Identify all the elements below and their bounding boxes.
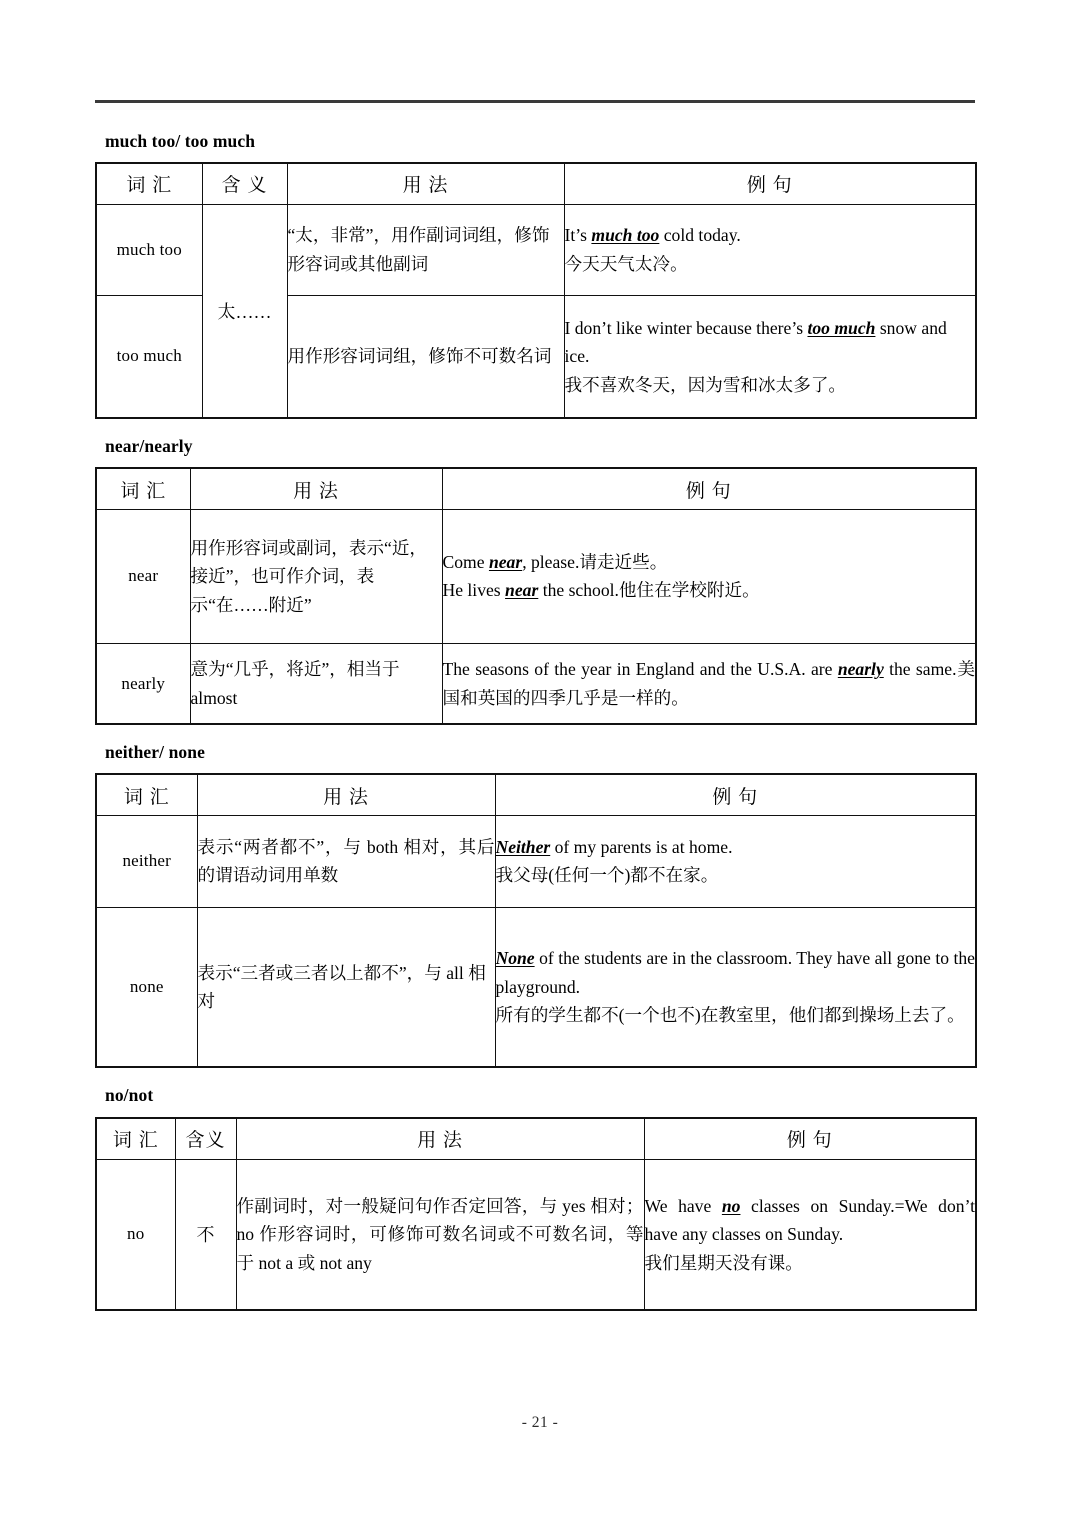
example-line <box>443 548 976 577</box>
example-cell <box>564 204 976 295</box>
column-header-word: 词 汇 <box>96 468 190 509</box>
example-line <box>645 1192 976 1249</box>
example-text: classes on Sunday.=We don’t have any classes on Sunday. <box>644 1195 976 1244</box>
table-row <box>96 815 976 907</box>
word-cell: near <box>96 509 190 643</box>
example-line-translation: 我父母(任何一个)都不在家。 <box>495 865 719 886</box>
column-header-usage: 用 法 <box>190 468 442 509</box>
example-highlight: Neither <box>495 836 551 857</box>
column-header-example: 例 句 <box>644 1118 976 1160</box>
example-text: the same.美国和英国的四季几乎是一样的。 <box>442 659 975 708</box>
column-header-usage: 用 法 <box>197 774 495 815</box>
example-line <box>443 576 976 605</box>
example-cell <box>495 907 976 1067</box>
example-text: of my parents is at home. <box>550 836 733 857</box>
table-header-row <box>96 774 976 815</box>
example-line <box>565 314 976 371</box>
column-header-word: 词 汇 <box>96 1118 175 1160</box>
example-cell <box>442 643 976 724</box>
example-text: We have <box>644 1195 722 1216</box>
table-much-too <box>95 162 977 419</box>
example-text: Come <box>442 551 489 572</box>
example-text: It’s <box>564 225 592 246</box>
section-title-neither: neither/ none <box>105 742 205 763</box>
example-highlight: no <box>721 1195 741 1216</box>
page-number: - 21 - <box>521 1414 559 1431</box>
example-text: of the students are in the classroom. They have all gone to the playground. <box>495 948 975 997</box>
table-header-row <box>96 163 976 204</box>
section-title-much-too: much too/ too much <box>105 131 256 151</box>
example-cell <box>644 1160 976 1310</box>
example-line <box>496 944 976 1001</box>
column-header-meaning: 含义 <box>175 1118 236 1160</box>
word-cell: nearly <box>96 643 190 724</box>
meaning-cell: 太…… <box>202 204 287 418</box>
section-title-near: near/nearly <box>105 436 193 457</box>
example-text: The seasons of the year in England and the U.S.A. are <box>442 659 838 679</box>
column-header-example: 例 句 <box>564 163 976 204</box>
table-neither <box>95 773 977 1068</box>
example-highlight: near <box>488 551 523 572</box>
example-highlight: too much <box>807 317 876 338</box>
meaning-cell: 不 <box>175 1160 236 1310</box>
table-row <box>96 643 976 724</box>
example-text: He lives <box>442 580 506 601</box>
example-text: cold today. <box>659 225 741 246</box>
column-header-usage: 用 法 <box>236 1118 644 1160</box>
column-header-example: 例 句 <box>495 774 976 815</box>
example-cell <box>495 815 976 907</box>
example-text: snow and ice. <box>564 317 947 367</box>
example-highlight: near <box>505 580 539 601</box>
table-row <box>96 1160 976 1310</box>
example-text: , please.请走近些。 <box>522 551 668 572</box>
example-highlight: much too <box>591 225 660 246</box>
usage-cell: “太，非常”，用作副词词组，修饰形容词或其他副词 <box>287 204 564 295</box>
column-header-word: 词 汇 <box>96 163 202 204</box>
table-near <box>95 467 977 725</box>
column-header-example: 例 句 <box>442 468 976 509</box>
usage-cell: 用作形容词或副词，表示“近，接近”，也可作介词，表示“在……附近” <box>190 509 442 643</box>
example-line <box>443 655 976 712</box>
table-row <box>96 907 976 1067</box>
table-header-row <box>96 1118 976 1160</box>
word-cell: much too <box>96 204 202 295</box>
table-row <box>96 509 976 643</box>
usage-cell: 用作形容词词组，修饰不可数名词 <box>287 295 564 418</box>
column-header-usage: 用 法 <box>287 163 564 204</box>
word-cell: none <box>96 907 197 1067</box>
example-line-translation: 我不喜欢冬天，因为雪和冰太多了。 <box>564 374 847 395</box>
usage-cell: 表示“三者或三者以上都不”，与 all 相对 <box>197 907 495 1067</box>
example-highlight: None <box>495 948 535 969</box>
example-line-translation: 我们星期天没有课。 <box>644 1252 803 1273</box>
section-title-no-not: no/not <box>105 1085 154 1106</box>
table-no-not <box>95 1117 977 1311</box>
example-text: I don’t like winter because there’s <box>564 317 808 338</box>
table-row <box>96 204 976 295</box>
usage-cell: 表示“两者都不”，与 both 相对，其后的谓语动词用单数 <box>197 815 495 907</box>
example-line <box>496 833 976 862</box>
example-line <box>565 221 976 250</box>
word-cell: no <box>96 1160 175 1310</box>
word-cell: neither <box>96 815 197 907</box>
column-header-meaning: 含 义 <box>202 163 287 204</box>
page-content <box>95 131 975 1311</box>
example-highlight: nearly <box>837 659 884 679</box>
example-cell <box>564 295 976 418</box>
word-cell: too much <box>96 295 202 418</box>
table-header-row <box>96 468 976 509</box>
example-text: the school.他住在学校附近。 <box>538 580 760 601</box>
example-line-translation: 今天天气太冷。 <box>564 253 688 274</box>
header-rule <box>95 100 975 103</box>
example-line-translation: 所有的学生都不(一个也不)在教室里，他们都到操场上去了。 <box>495 1005 965 1026</box>
column-header-word: 词 汇 <box>96 774 197 815</box>
example-cell <box>442 509 976 643</box>
usage-cell: 意为“几乎，将近”，相当于 almost <box>190 643 442 724</box>
usage-cell: 作副词时，对一般疑问句作否定回答，与 yes 相对；no 作形容词时，可修饰可数名词或不可数名词，等于 not a 或 not any <box>236 1160 644 1310</box>
